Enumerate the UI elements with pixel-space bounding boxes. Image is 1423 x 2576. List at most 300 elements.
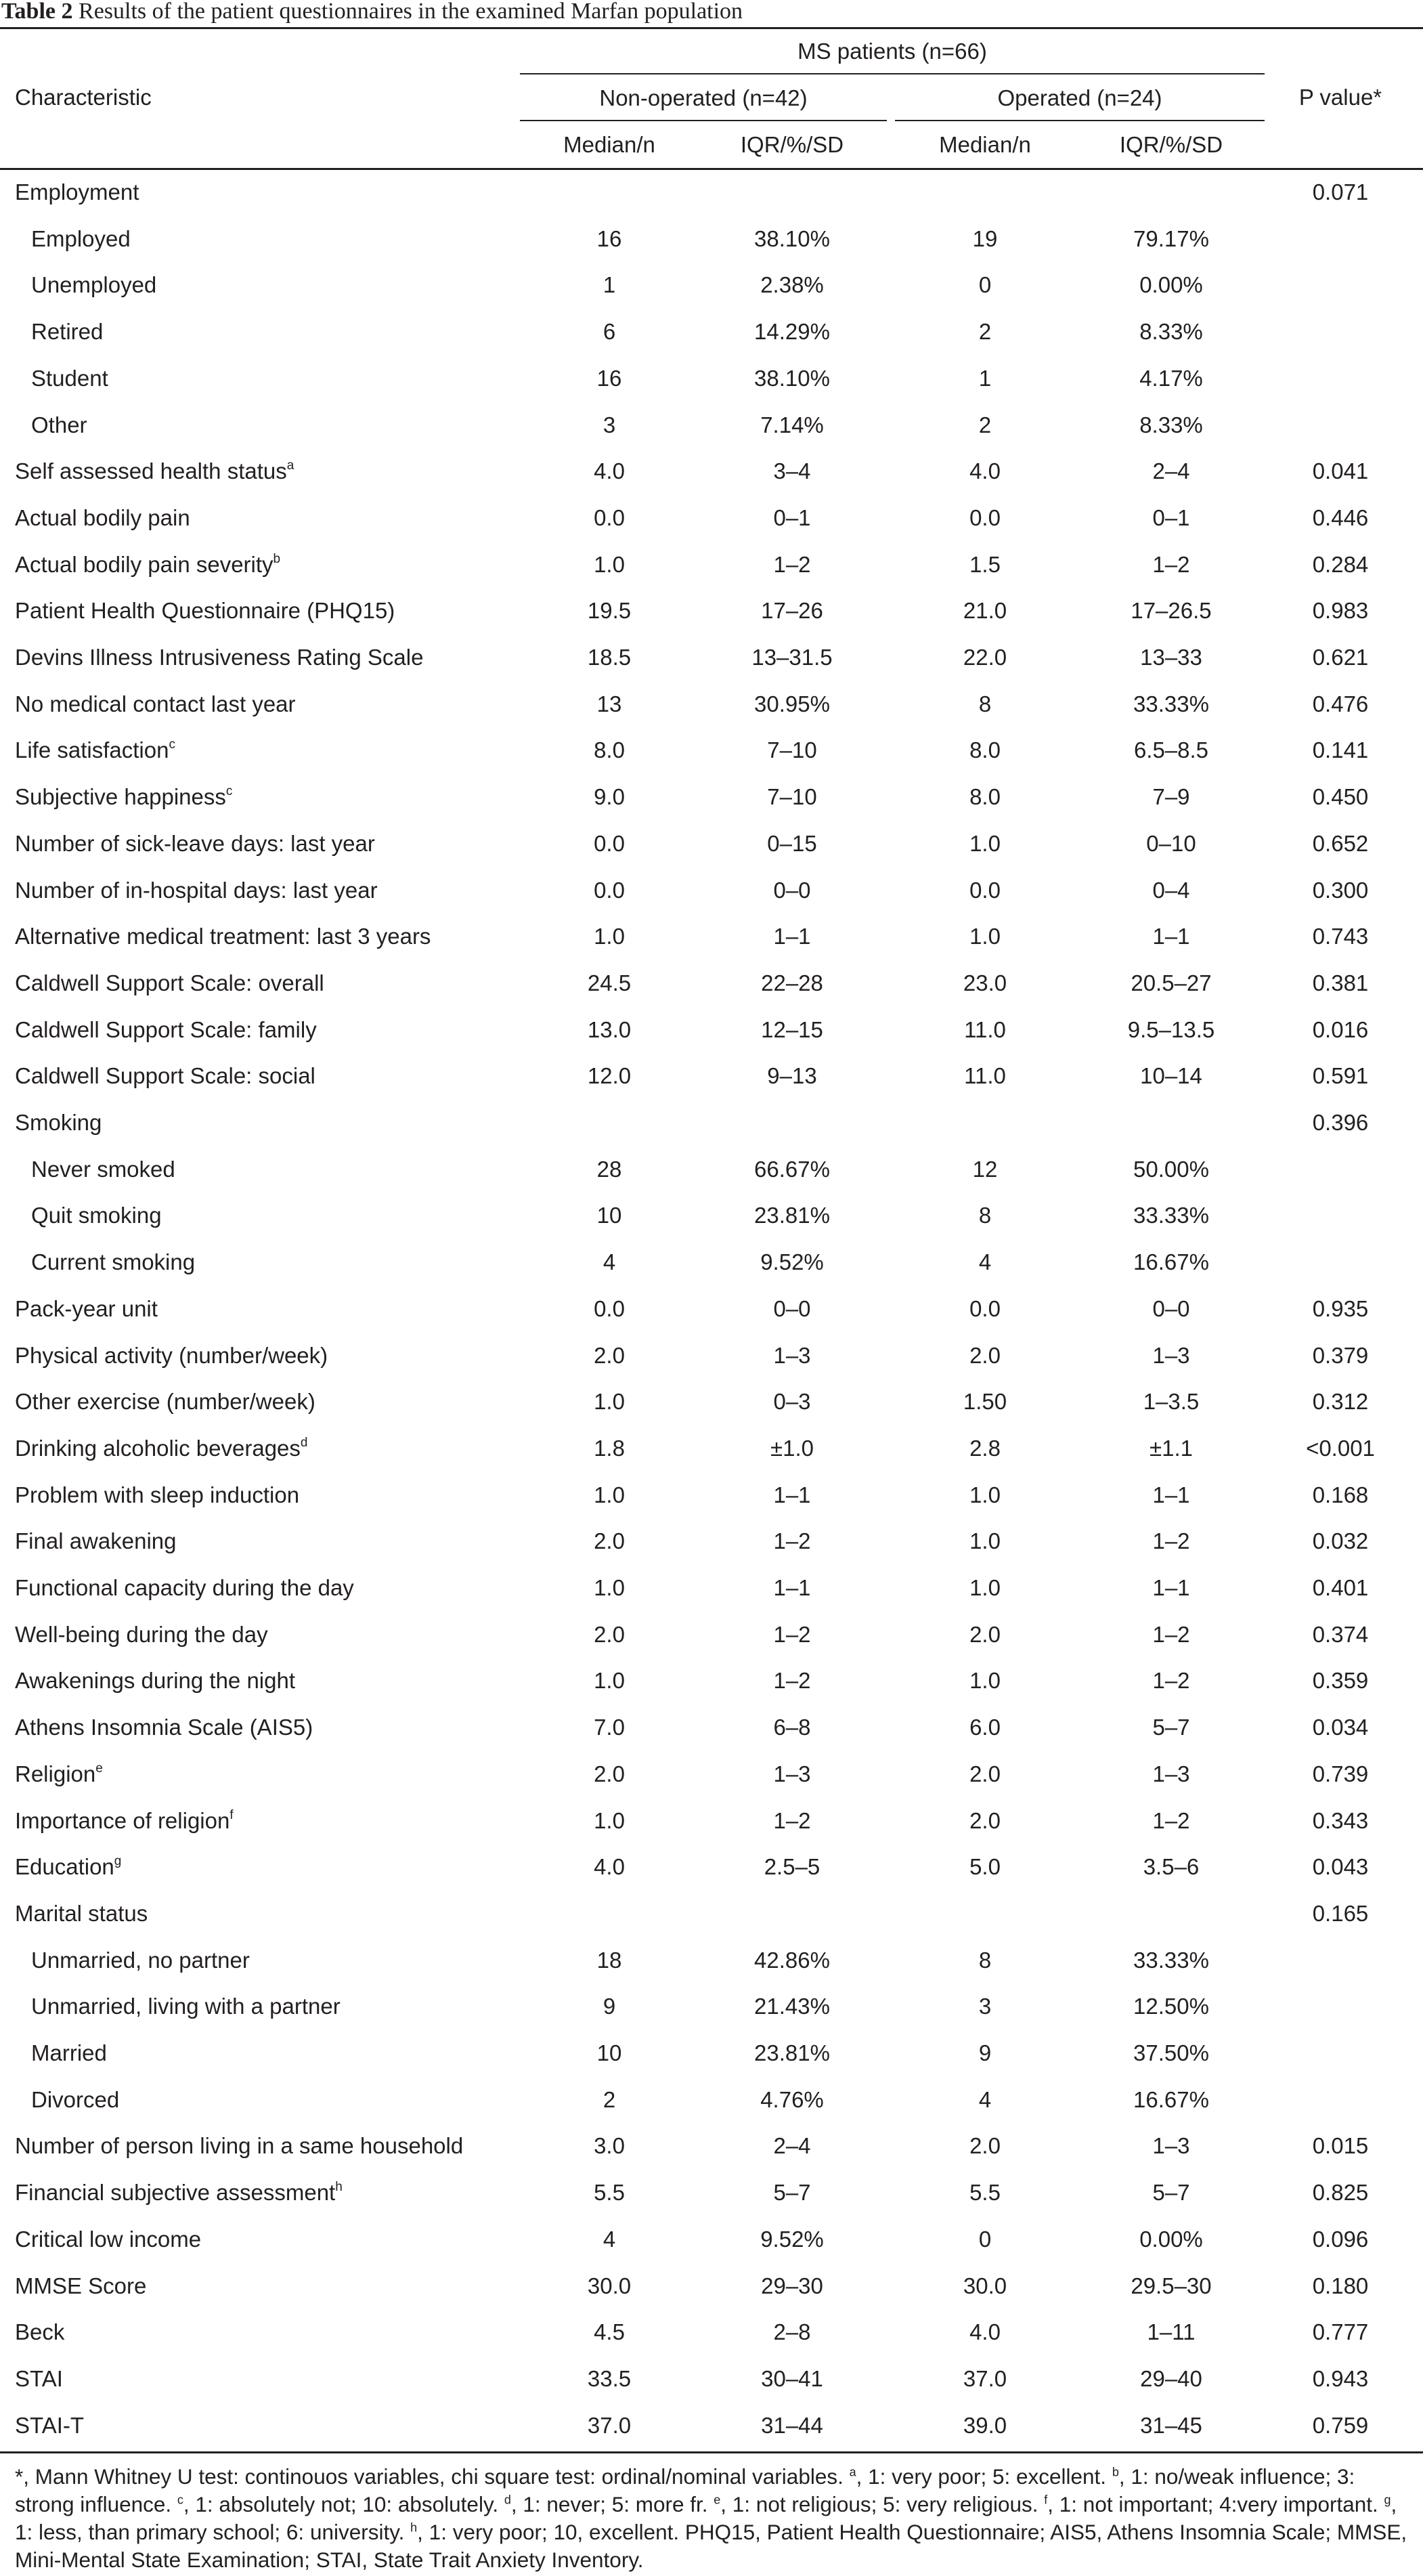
- operated-median-cell: 4: [978, 1249, 992, 1275]
- p-value-cell: 0.621: [1312, 645, 1369, 670]
- non-operated-iqr-cell: [704, 1891, 880, 1937]
- table-row: [0, 1379, 1423, 1425]
- table-row: [0, 1053, 1423, 1100]
- operated-iqr-cell: 20.5–27: [1131, 970, 1212, 995]
- header-median-1: Median/n: [563, 132, 655, 157]
- operated-median-cell: 2: [978, 412, 992, 437]
- non-operated-median-cell: 10: [596, 1203, 622, 1228]
- non-operated-iqr-cell: 30–41: [761, 2365, 823, 2391]
- p-value-cell: 0.446: [1312, 505, 1369, 530]
- operated-iqr-cell: 16.67%: [1133, 2086, 1209, 2112]
- row-label-text: Married: [31, 2040, 107, 2065]
- operated-median-cell: 11.0: [964, 1016, 1006, 1042]
- non-operated-iqr-cell: 1–2: [773, 1621, 811, 1647]
- row-label: [31, 2077, 119, 2124]
- table-row: [0, 2170, 1423, 2216]
- footnote-marker: c: [177, 2493, 183, 2507]
- non-operated-median-cell: 9: [603, 1994, 616, 2019]
- operated-median-cell: 39.0: [963, 2412, 1007, 2438]
- operated-iqr-cell: ±1.1: [1150, 1435, 1193, 1461]
- non-operated-iqr-cell: 1–2: [773, 1807, 811, 1833]
- non-operated-iqr-cell: 22–28: [761, 970, 823, 995]
- table-row: [0, 1937, 1423, 1984]
- operated-iqr-cell: [1083, 1891, 1259, 1937]
- footnote-marker: e: [714, 2493, 721, 2507]
- row-label-text: Final awakening: [15, 1528, 177, 1554]
- p-value-cell: 0.168: [1312, 1482, 1369, 1507]
- non-operated-iqr-cell: 0–15: [767, 830, 817, 856]
- p-value-cell: 0.825: [1312, 2180, 1369, 2206]
- table-row: [0, 960, 1423, 1007]
- row-label-text: Current smoking: [31, 1249, 196, 1275]
- table-row: [0, 867, 1423, 914]
- p-value-cell: 0.032: [1312, 1528, 1369, 1554]
- footnote-text: , 1: not important; 4:very important.: [1047, 2492, 1384, 2516]
- non-operated-iqr-cell: 31–44: [761, 2412, 823, 2438]
- p-value-cell: [1273, 309, 1408, 356]
- row-label-text: Life satisfaction: [15, 737, 169, 763]
- row-label-text: Critical low income: [15, 2226, 202, 2252]
- footnote-text: , 1: absolutely not; 10: absolutely.: [183, 2492, 504, 2516]
- table-row: [0, 356, 1423, 402]
- row-label-text: Actual bodily pain severity: [15, 551, 273, 577]
- row-label: [31, 216, 131, 263]
- row-label-text: Education: [15, 1854, 114, 1880]
- operated-median-cell: 2.0: [969, 2133, 1001, 2159]
- row-label-text: Physical activity (number/week): [15, 1342, 328, 1368]
- row-label: [15, 867, 378, 914]
- operated-iqr-cell: 1–2: [1152, 551, 1190, 577]
- table-row: [0, 1425, 1423, 1472]
- non-operated-iqr-cell: 9.52%: [760, 1249, 824, 1275]
- operated-median-cell: 0: [978, 272, 992, 298]
- operated-iqr-cell: 1–1: [1152, 924, 1190, 949]
- p-value-cell: 0.374: [1312, 1621, 1369, 1647]
- row-label: [31, 356, 108, 402]
- operated-median-cell: 1.0: [969, 1668, 1001, 1694]
- operated-median-cell: 2: [978, 319, 992, 345]
- p-value-cell: [1273, 1937, 1408, 1984]
- non-operated-median-cell: [521, 169, 697, 216]
- table-row: [0, 1704, 1423, 1751]
- non-operated-median-cell: 4.0: [594, 1854, 625, 1880]
- non-operated-median-cell: 4.5: [594, 2319, 625, 2345]
- row-label: [15, 1100, 102, 1146]
- operated-iqr-cell: 7–9: [1152, 784, 1190, 810]
- table-row: [0, 402, 1423, 449]
- row-label: [15, 2123, 463, 2170]
- non-operated-iqr-cell: 17–26: [761, 598, 823, 624]
- row-label: [15, 169, 139, 216]
- operated-median-cell: 1: [978, 365, 992, 391]
- p-value-cell: 0.759: [1312, 2412, 1369, 2438]
- table-row: [0, 1239, 1423, 1286]
- footnote-marker: e: [95, 1761, 103, 1776]
- footnote-marker: b: [273, 551, 281, 566]
- operated-iqr-cell: 0–1: [1152, 505, 1190, 530]
- header-p-value: P value*: [1298, 85, 1382, 110]
- p-value-cell: 0.312: [1312, 1389, 1369, 1415]
- p-value-cell: 0.935: [1312, 1295, 1369, 1321]
- operated-median-cell: 1.0: [969, 1575, 1001, 1600]
- operated-median-cell: 8.0: [969, 784, 1001, 810]
- row-label-text: Unmarried, living with a partner: [31, 1994, 341, 2019]
- non-operated-underline: [520, 120, 887, 121]
- operated-median-cell: 3: [978, 1994, 992, 2019]
- row-label: [31, 1146, 175, 1193]
- table-row: [0, 774, 1423, 821]
- non-operated-median-cell: 1.0: [594, 1807, 625, 1833]
- non-operated-iqr-cell: 7.14%: [760, 412, 824, 437]
- p-value-cell: 0.034: [1312, 1715, 1369, 1740]
- p-value-cell: [1273, 262, 1408, 309]
- non-operated-median-cell: 37.0: [587, 2412, 632, 2438]
- row-label: [15, 1844, 121, 1891]
- row-label-text: Other exercise (number/week): [15, 1389, 315, 1415]
- p-value-cell: 0.071: [1312, 179, 1369, 205]
- operated-median-cell: 4: [978, 2086, 992, 2112]
- table-row: [0, 1658, 1423, 1704]
- footnote-marker: h: [410, 2520, 418, 2535]
- table-row: [0, 2123, 1423, 2170]
- row-label-text: Never smoked: [31, 1156, 175, 1182]
- operated-iqr-cell: 5–7: [1152, 1715, 1190, 1740]
- operated-iqr-cell: 5–7: [1152, 2180, 1190, 2206]
- row-label: [15, 1472, 299, 1519]
- row-label: [15, 1612, 268, 1658]
- row-label-text: Pack-year unit: [15, 1295, 158, 1321]
- table-row: [0, 1100, 1423, 1146]
- operated-iqr-cell: 9.5–13.5: [1127, 1016, 1215, 1042]
- p-value-cell: 0.041: [1312, 458, 1369, 484]
- table-row: [0, 1983, 1423, 2030]
- non-operated-iqr-cell: 9.52%: [760, 2226, 824, 2252]
- non-operated-iqr-cell: 0–3: [773, 1389, 811, 1415]
- operated-iqr-cell: 0–4: [1152, 877, 1190, 903]
- row-label: [15, 1425, 307, 1472]
- row-label: [15, 2356, 63, 2403]
- table-row: [0, 2403, 1423, 2449]
- non-operated-median-cell: 0.0: [594, 830, 625, 856]
- non-operated-median-cell: 0.0: [594, 505, 625, 530]
- operated-iqr-cell: 31–45: [1140, 2412, 1202, 2438]
- non-operated-median-cell: 4: [603, 2226, 616, 2252]
- non-operated-iqr-cell: [704, 169, 880, 216]
- table-caption-text: Results of the patient questionnaires in the examined Marfan population: [72, 0, 743, 24]
- p-value-cell: [1273, 1146, 1408, 1193]
- operated-iqr-cell: 13–33: [1140, 645, 1202, 670]
- table-row: [0, 1146, 1423, 1193]
- operated-iqr-cell: 12.50%: [1133, 1994, 1209, 2019]
- non-operated-median-cell: 16: [596, 365, 622, 391]
- non-operated-median-cell: [521, 1891, 697, 1937]
- group-underline: [520, 73, 1265, 74]
- non-operated-iqr-cell: 1–3: [773, 1761, 811, 1786]
- table-row: [0, 821, 1423, 867]
- non-operated-median-cell: 1.0: [594, 551, 625, 577]
- operated-median-cell: 30.0: [963, 2273, 1007, 2298]
- row-label: [31, 2030, 107, 2077]
- top-rule: [0, 27, 1423, 29]
- row-label: [31, 1983, 341, 2030]
- row-label-text: Problem with sleep induction: [15, 1482, 300, 1507]
- operated-iqr-cell: 29.5–30: [1131, 2273, 1212, 2298]
- footnote-text: , 1: less, than primary school; 6: university.: [15, 2492, 1397, 2544]
- table-row: [0, 1193, 1423, 1239]
- non-operated-median-cell: 1.0: [594, 1575, 625, 1600]
- operated-iqr-cell: 1–3.5: [1143, 1389, 1200, 1415]
- p-value-cell: 0.359: [1312, 1668, 1369, 1694]
- table-footnote: [15, 2463, 1416, 2574]
- row-label-text: STAI: [15, 2365, 63, 2391]
- non-operated-median-cell: 1: [603, 272, 616, 298]
- row-label: [31, 1239, 195, 1286]
- row-label-text: Employment: [15, 179, 139, 205]
- p-value-cell: 0.284: [1312, 551, 1369, 577]
- operated-median-cell: 6.0: [969, 1715, 1001, 1740]
- footnote-marker: c: [225, 784, 233, 799]
- row-label-text: No medical contact last year: [15, 691, 296, 716]
- non-operated-median-cell: 28: [596, 1156, 622, 1182]
- footnote-marker: h: [335, 2180, 343, 2195]
- operated-iqr-cell: 1–1: [1152, 1575, 1190, 1600]
- p-value-cell: 0.379: [1312, 1342, 1369, 1368]
- p-value-cell: 0.141: [1312, 737, 1369, 763]
- row-label: [15, 448, 294, 495]
- operated-iqr-cell: 3.5–6: [1143, 1854, 1200, 1880]
- table-row: [0, 2356, 1423, 2403]
- operated-median-cell: 1.0: [969, 924, 1001, 949]
- row-label: [15, 914, 431, 960]
- row-label-text: Number of in-hospital days: last year: [15, 877, 378, 903]
- non-operated-iqr-cell: 38.10%: [754, 365, 830, 391]
- operated-median-cell: 8: [978, 1203, 992, 1228]
- table-row: [0, 216, 1423, 263]
- operated-median-cell: 11.0: [964, 1063, 1006, 1089]
- table-row: [0, 2077, 1423, 2124]
- footnote-text: , 1: very poor; 10, excellent. PHQ15, Patient Health Questionnaire; AIS5, Athens Insomnia Scale; MMSE, Mini-Mental State Examination; STAI, State Trait Anxiety Inventory.: [15, 2520, 1407, 2572]
- row-label: [15, 960, 324, 1007]
- row-label: [15, 542, 280, 588]
- operated-iqr-cell: 8.33%: [1139, 412, 1203, 437]
- footnote-marker: a: [849, 2465, 856, 2479]
- non-operated-iqr-cell: 5–7: [773, 2180, 811, 2206]
- operated-median-cell: 2.8: [969, 1435, 1001, 1461]
- p-value-cell: 0.343: [1312, 1807, 1369, 1833]
- p-value-cell: 0.401: [1312, 1575, 1369, 1600]
- operated-iqr-cell: 1–2: [1152, 1621, 1190, 1647]
- table-row: [0, 1751, 1423, 1798]
- operated-iqr-cell: 79.17%: [1133, 226, 1209, 251]
- non-operated-median-cell: 4.0: [594, 458, 625, 484]
- non-operated-median-cell: 3.0: [594, 2133, 625, 2159]
- operated-iqr-cell: 50.00%: [1133, 1156, 1209, 1182]
- operated-median-cell: 1.50: [963, 1389, 1007, 1415]
- row-label-text: Religion: [15, 1761, 96, 1786]
- operated-underline: [895, 120, 1265, 121]
- operated-iqr-cell: 1–3: [1152, 1342, 1190, 1368]
- row-label: [31, 402, 87, 449]
- table-row: [0, 2309, 1423, 2356]
- non-operated-iqr-cell: 3–4: [773, 458, 811, 484]
- operated-median-cell: 4.0: [969, 458, 1001, 484]
- non-operated-median-cell: 5.5: [594, 2180, 625, 2206]
- non-operated-median-cell: 18.5: [587, 645, 632, 670]
- table-row: [0, 309, 1423, 356]
- footnote-marker: b: [1112, 2465, 1119, 2479]
- row-label: [31, 1937, 250, 1984]
- operated-median-cell: [897, 1100, 1073, 1146]
- non-operated-iqr-cell: 1–2: [773, 1668, 811, 1694]
- table-row: [0, 1612, 1423, 1658]
- p-value-cell: 0.043: [1312, 1854, 1369, 1880]
- non-operated-iqr-cell: 7–10: [767, 737, 817, 763]
- operated-median-cell: 8: [978, 691, 992, 716]
- operated-iqr-cell: 1–1: [1152, 1482, 1190, 1507]
- header-operated: Operated (n=24): [997, 85, 1162, 110]
- table-row: [0, 635, 1423, 681]
- row-label: [15, 1286, 158, 1333]
- p-value-cell: 0.983: [1312, 598, 1369, 624]
- row-label: [15, 2170, 343, 2216]
- row-label: [15, 2216, 201, 2263]
- p-value-cell: 0.739: [1312, 1761, 1369, 1786]
- non-operated-iqr-cell: 23.81%: [754, 1203, 830, 1228]
- row-label-text: Athens Insomnia Scale (AIS5): [15, 1715, 313, 1740]
- footnote-marker: g: [1384, 2493, 1391, 2507]
- p-value-cell: [1273, 216, 1408, 263]
- row-label-text: Unmarried, no partner: [31, 1947, 250, 1973]
- table-row: [0, 588, 1423, 635]
- non-operated-median-cell: 2: [603, 2086, 616, 2112]
- table-caption-label: Table 2: [1, 0, 73, 24]
- operated-iqr-cell: 10–14: [1140, 1063, 1202, 1089]
- p-value-cell: [1273, 1193, 1408, 1239]
- row-label: [15, 727, 175, 774]
- operated-iqr-cell: 0.00%: [1139, 272, 1203, 298]
- operated-iqr-cell: 33.33%: [1133, 691, 1209, 716]
- p-value-cell: 0.943: [1312, 2365, 1369, 2391]
- row-label-text: Student: [31, 365, 108, 391]
- operated-median-cell: 9: [978, 2040, 992, 2065]
- operated-median-cell: 19: [972, 226, 998, 251]
- row-label: [15, 1704, 313, 1751]
- footnote-text: , 1: not religious; 5: very religious.: [720, 2492, 1045, 2516]
- row-label: [15, 2263, 146, 2310]
- p-value-cell: <0.001: [1306, 1435, 1375, 1461]
- row-label: [31, 262, 156, 309]
- table-row: [0, 727, 1423, 774]
- table-row: [0, 448, 1423, 495]
- operated-iqr-cell: 1–3: [1152, 2133, 1190, 2159]
- p-value-cell: 0.096: [1312, 2226, 1369, 2252]
- row-label: [15, 1891, 148, 1937]
- footnote-marker: d: [300, 1435, 308, 1450]
- table-row: [0, 542, 1423, 588]
- row-label-text: Caldwell Support Scale: social: [15, 1063, 315, 1089]
- non-operated-iqr-cell: 0–1: [773, 505, 811, 530]
- p-value-cell: 0.396: [1312, 1110, 1369, 1135]
- table-row: [0, 495, 1423, 542]
- header-iqr-1: IQR/%/SD: [740, 132, 844, 157]
- row-label: [15, 821, 375, 867]
- non-operated-iqr-cell: 2.5–5: [764, 1854, 820, 1880]
- operated-iqr-cell: 1–2: [1152, 1668, 1190, 1694]
- table-row: [0, 1007, 1423, 1054]
- row-label-text: Other: [31, 412, 87, 437]
- p-value-cell: 0.652: [1312, 830, 1369, 856]
- row-label: [15, 1658, 295, 1704]
- p-value-cell: 0.476: [1312, 691, 1369, 716]
- non-operated-median-cell: 13.0: [587, 1016, 632, 1042]
- non-operated-iqr-cell: 42.86%: [754, 1947, 830, 1973]
- table-row: [0, 1798, 1423, 1845]
- table-row: [0, 681, 1423, 728]
- footnote-marker: d: [504, 2493, 511, 2507]
- footnote-text: , 1: very poor; 5: excellent.: [856, 2464, 1112, 2489]
- p-value-cell: [1273, 1983, 1408, 2030]
- operated-median-cell: 1.5: [969, 551, 1001, 577]
- operated-median-cell: 1.0: [969, 1482, 1001, 1507]
- operated-iqr-cell: 1–3: [1152, 1761, 1190, 1786]
- non-operated-median-cell: 24.5: [587, 970, 632, 995]
- row-label-text: Patient Health Questionnaire (PHQ15): [15, 598, 395, 624]
- non-operated-iqr-cell: 23.81%: [754, 2040, 830, 2065]
- operated-median-cell: 22.0: [963, 645, 1007, 670]
- non-operated-iqr-cell: ±1.0: [770, 1435, 814, 1461]
- row-label: [15, 635, 423, 681]
- bottom-rule: [0, 2451, 1423, 2453]
- operated-median-cell: 5.0: [969, 1854, 1001, 1880]
- row-label: [15, 1053, 315, 1100]
- row-label: [15, 588, 395, 635]
- operated-iqr-cell: 6.5–8.5: [1133, 737, 1209, 763]
- non-operated-median-cell: 33.5: [587, 2365, 632, 2391]
- operated-iqr-cell: 1–2: [1152, 1528, 1190, 1554]
- table-row: [0, 1891, 1423, 1937]
- footnote-marker: g: [114, 1854, 122, 1869]
- row-label-text: Beck: [15, 2319, 65, 2345]
- footnote-marker: f: [229, 1807, 234, 1822]
- row-label-text: STAI-T: [15, 2412, 85, 2438]
- non-operated-median-cell: 10: [596, 2040, 622, 2065]
- row-label: [15, 1798, 234, 1845]
- non-operated-iqr-cell: 1–2: [773, 1528, 811, 1554]
- non-operated-iqr-cell: 38.10%: [754, 226, 830, 251]
- row-label: [15, 2309, 64, 2356]
- row-label-text: Quit smoking: [31, 1203, 162, 1228]
- row-label: [15, 495, 190, 542]
- non-operated-iqr-cell: 1–1: [773, 1482, 811, 1507]
- p-value-cell: [1273, 356, 1408, 402]
- non-operated-iqr-cell: 4.76%: [760, 2086, 824, 2112]
- operated-median-cell: 23.0: [963, 970, 1007, 995]
- row-label-text: Number of sick-leave days: last year: [15, 830, 375, 856]
- row-label: [31, 309, 103, 356]
- non-operated-iqr-cell: 14.29%: [754, 319, 830, 345]
- non-operated-median-cell: 1.0: [594, 1389, 625, 1415]
- operated-median-cell: 2.0: [969, 1807, 1001, 1833]
- footnote-marker: c: [169, 737, 175, 752]
- operated-median-cell: 37.0: [963, 2365, 1007, 2391]
- non-operated-iqr-cell: 9–13: [767, 1063, 817, 1089]
- operated-iqr-cell: [1083, 1100, 1259, 1146]
- operated-iqr-cell: 0–0: [1152, 1295, 1190, 1321]
- non-operated-median-cell: 2.0: [594, 1528, 625, 1554]
- non-operated-iqr-cell: 1–1: [773, 1575, 811, 1600]
- row-label: [15, 681, 296, 728]
- row-label-text: Employed: [31, 226, 131, 251]
